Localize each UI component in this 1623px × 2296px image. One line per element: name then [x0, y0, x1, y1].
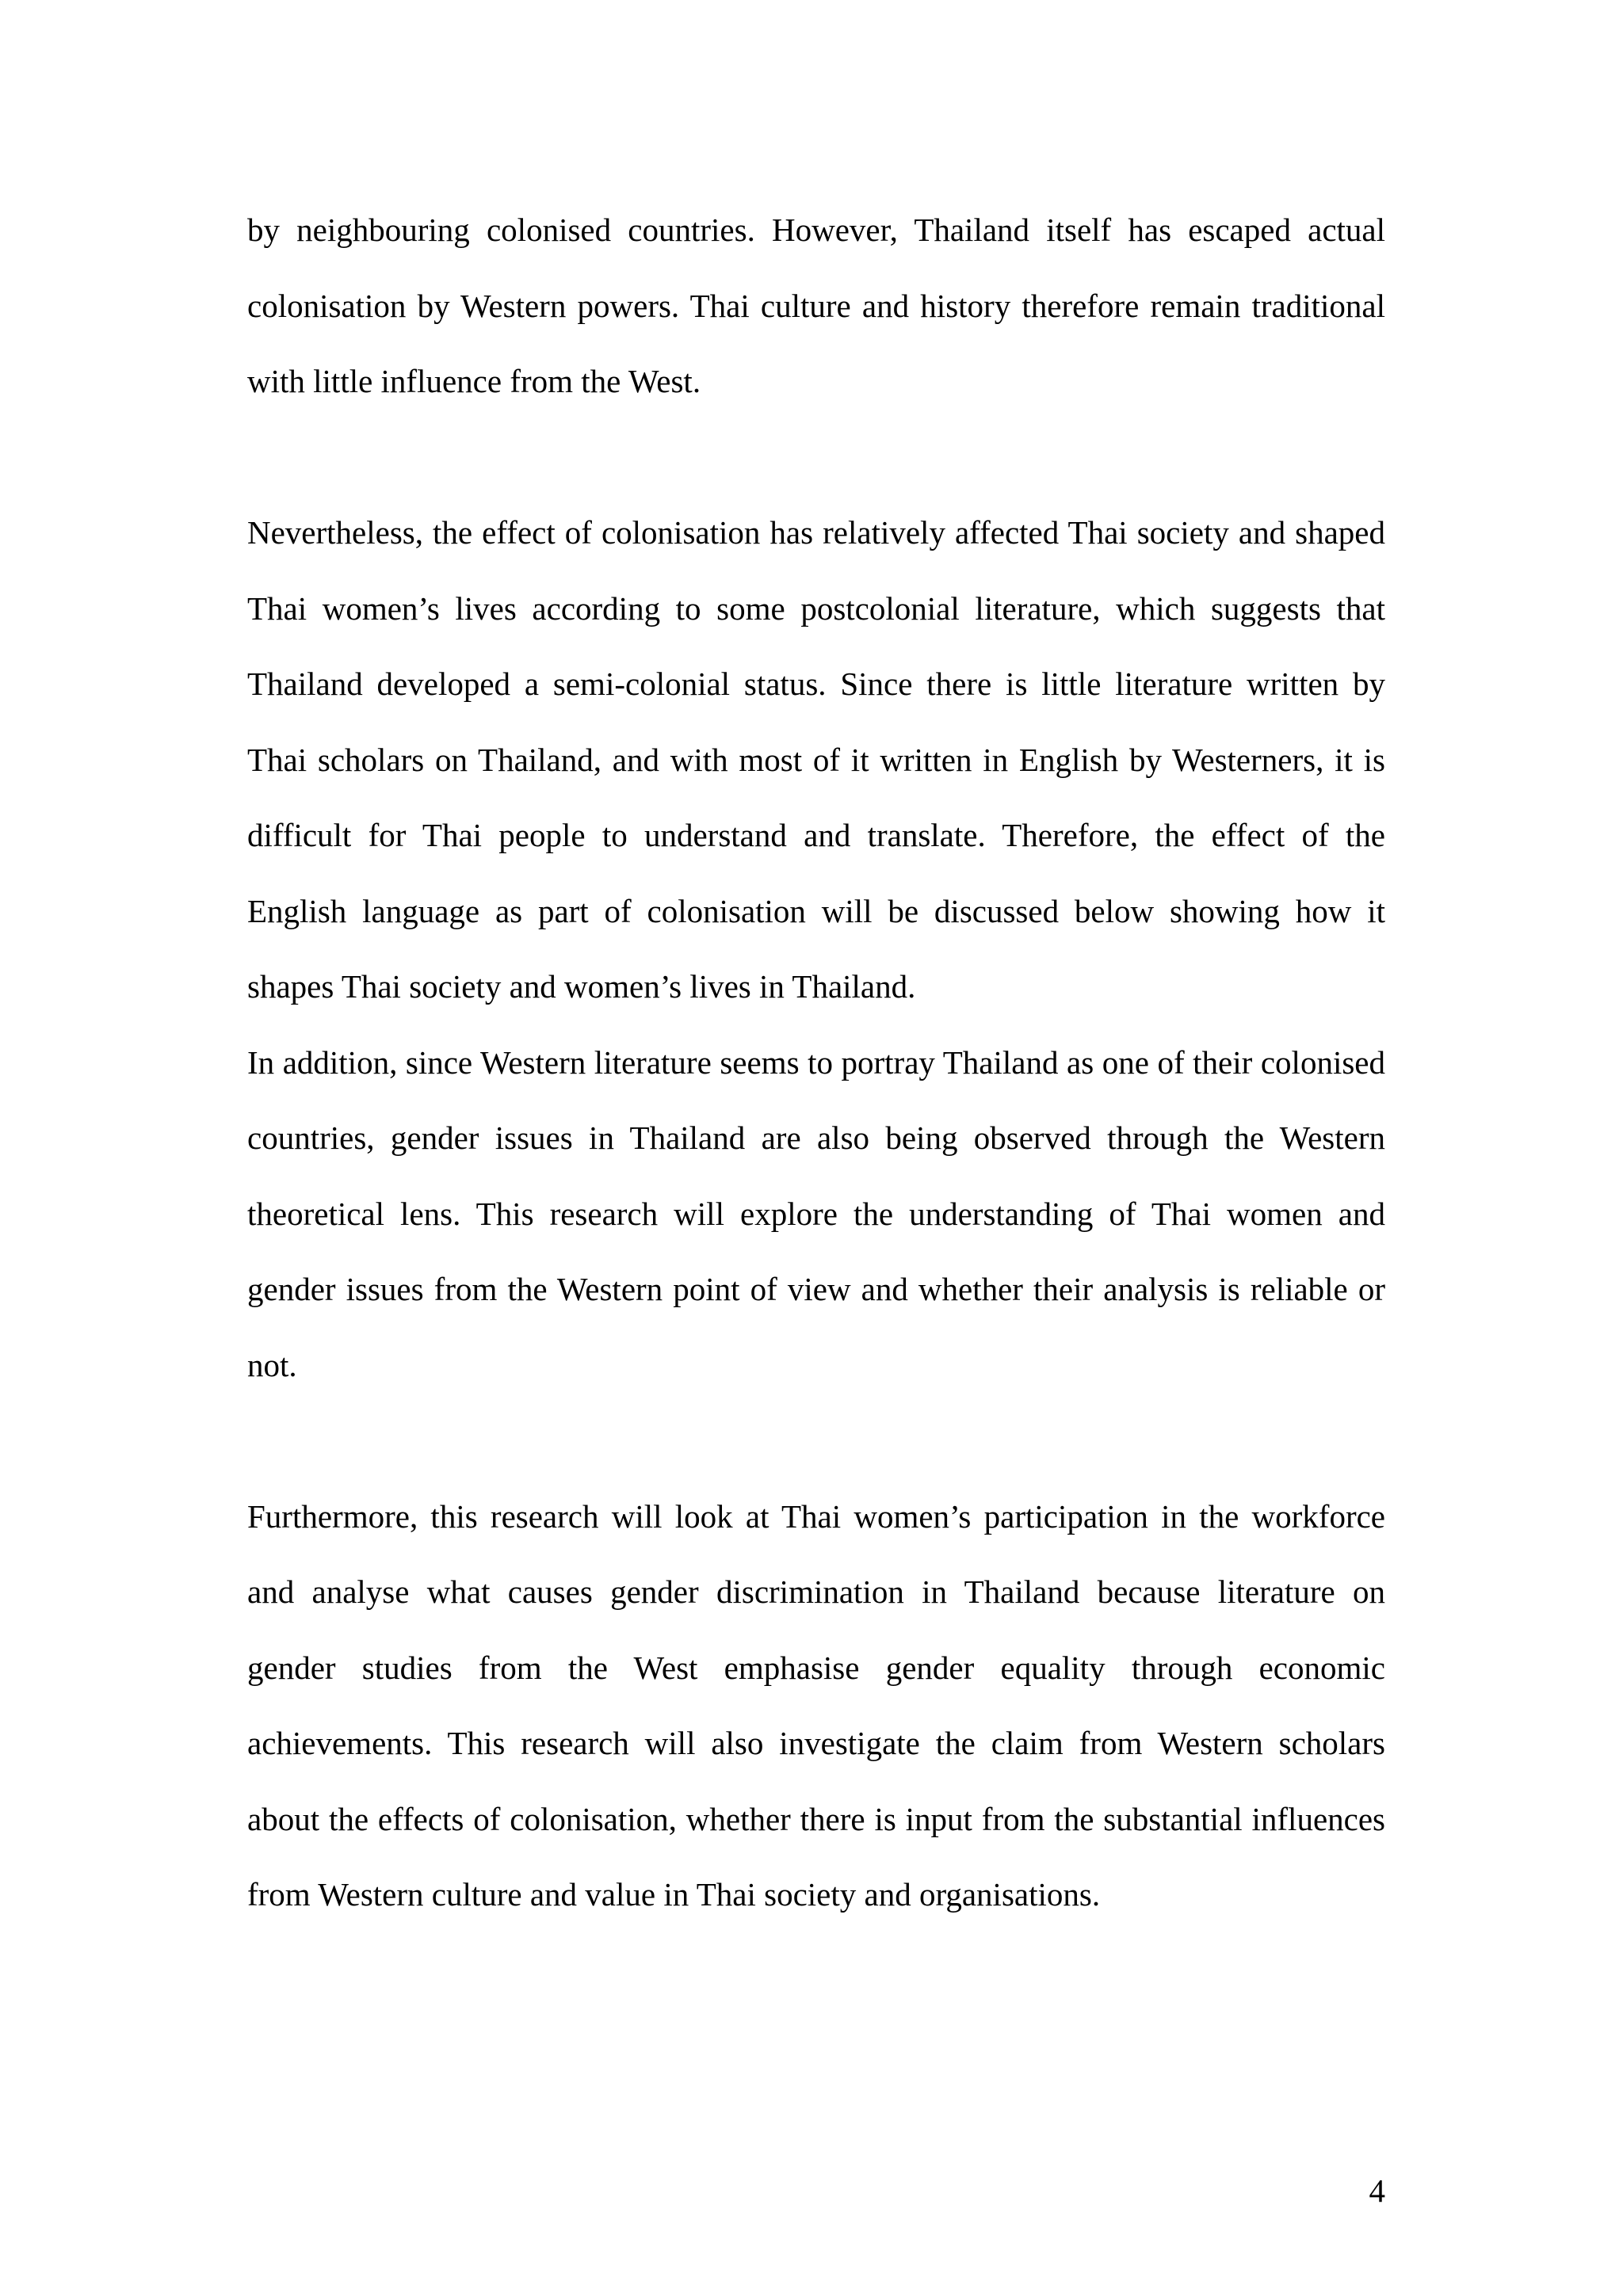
paragraph-workforce-participation: Furthermore, this research will look at Thai women’s participation in the workforce and analyse what causes gender discrimination in Thailand because literature on gender studies from the West emphasise gender equality through economic achievements. This research will also investigate the claim from Western scholars about the effects of colonisation, whether there is input from the substantial influences from Western culture and value in Thai society and organisations. — [247, 1497, 1385, 1913]
body-text — [247, 193, 1385, 1933]
paragraph-colonisation-intro: by neighbouring colonised countries. However, Thailand itself has escaped actual colonisation by Western powers. Thai culture and history therefore remain traditional with little influence from the West. — [247, 212, 1385, 399]
paragraph-semi-colonial-status: Nevertheless, the effect of colonisation has relatively affected Thai society and shaped Thai women’s lives according to some postcolonial literature, which suggests that Thailand developed a semi-colonial status. Since there is little literature written by Thai scholars on Thailand, and with most of it written in English by Westerners, it is difficult for Thai people to understand and translate. Therefore, the effect of the English language as part of colonisation will be discussed below showing how it shapes Thai society and women’s lives in Thailand. — [247, 514, 1385, 1005]
paragraph-western-lens: In addition, since Western literature seems to portray Thailand as one of their colonised countries, gender issues in Thailand are also being observed through the Western theoretical lens. This research will explore the understanding of Thai women and gender issues from the Western point of view and whether their analysis is reliable or not. — [247, 1043, 1385, 1383]
page-number: 4 — [1369, 2172, 1385, 2209]
